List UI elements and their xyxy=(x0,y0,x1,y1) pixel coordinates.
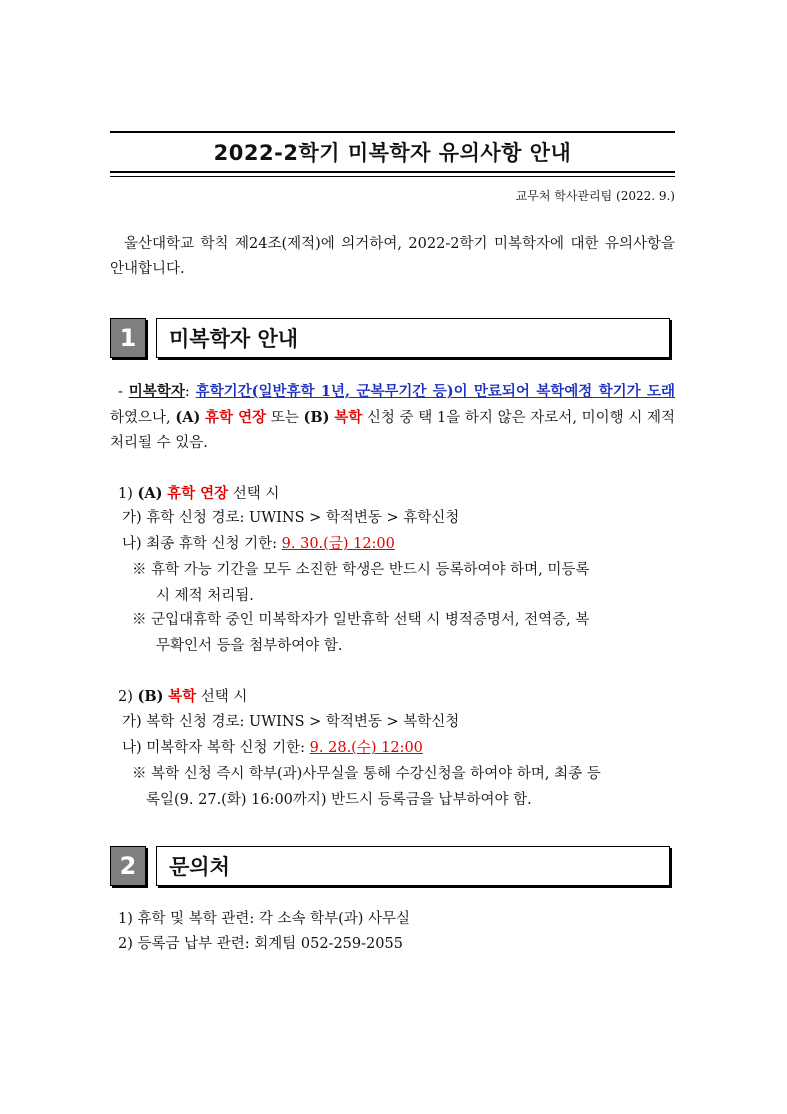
option-b-note: ※ 복학 신청 즉시 학부(과)사무실을 통해 수강신청을 하여야 하며, 최종 등 xyxy=(132,766,601,782)
option-a-route: 가) 휴학 신청 경로: UWINS > 학적변동 > 휴학신청 xyxy=(122,510,460,526)
option-a-note-1: ※ 휴학 가능 기간을 모두 소진한 학생은 반드시 등록하여야 하며, 미등록 xyxy=(132,562,590,578)
highlight-link-text: 휴학기간(일반휴학 1년, 군복무기간 등)이 만료되어 복학예정 학기가 도래 xyxy=(195,383,675,400)
title-box xyxy=(110,131,675,177)
section-2-title: 문의처 xyxy=(156,846,670,886)
option-b-heading: 2) (B) 복학 선택 시 xyxy=(118,688,248,705)
section-1-description: - 미복학자: 휴학기간(일반휴학 1년, 군복무기간 등)이 만료되어 복학예정 학기가 도래하였으나, (A) 휴학 연장 또는 (B) 복학 신청 중 택 1을 하지 않은 자로서, 미이행 시 제적 처리될 수 있음. xyxy=(110,383,676,451)
contact-item-2: 2) 등록금 납부 관련: 회계팀 052-259-2055 xyxy=(118,936,403,952)
section-1-header xyxy=(110,318,670,358)
intro-paragraph: 울산대학교 학칙 제24조(제적)에 의거하여, 2022-2학기 미복학자에 대한 유의사항을 안내합니다. xyxy=(110,236,675,277)
option-b-note-cont: 록일(9. 27.(화) 16:00까지) 반드시 등록금을 납부하여야 함. xyxy=(146,792,532,808)
section-1-title: 미복학자 안내 xyxy=(156,318,670,358)
section-2-number: 2 xyxy=(110,846,146,886)
option-b-deadline: 나) 미복학자 복학 신청 기한: 9. 28.(수) 12:00 xyxy=(122,740,423,756)
option-a-deadline: 나) 최종 휴학 신청 기한: 9. 30.(금) 12:00 xyxy=(122,536,395,552)
deadline-date: 9. 28.(수) 12:00 xyxy=(309,740,423,756)
term-label: 미복학자 xyxy=(128,383,185,400)
option-a-note-1-cont: 시 제적 처리됨. xyxy=(156,588,254,604)
option-a-heading: 1) (A) 휴학 연장 선택 시 xyxy=(118,485,280,502)
department-date: 교무처 학사관리팀 (2022. 9.) xyxy=(515,189,675,203)
option-a-note-2-cont: 무확인서 등을 첨부하여야 함. xyxy=(156,638,343,654)
option-a-note-2: ※ 군입대휴학 중인 미복학자가 일반휴학 선택 시 병적증명서, 전역증, 복 xyxy=(132,612,590,628)
section-2-header xyxy=(110,846,670,886)
page-title: 2022-2학기 미복학자 유의사항 안내 xyxy=(110,133,675,173)
option-b-route: 가) 복학 신청 경로: UWINS > 학적변동 > 복학신청 xyxy=(122,714,460,730)
contact-item-1: 1) 휴학 및 복학 관련: 각 소속 학부(과) 사무실 xyxy=(118,911,411,927)
deadline-date: 9. 30.(금) 12:00 xyxy=(281,536,395,552)
section-1-number: 1 xyxy=(110,318,146,358)
